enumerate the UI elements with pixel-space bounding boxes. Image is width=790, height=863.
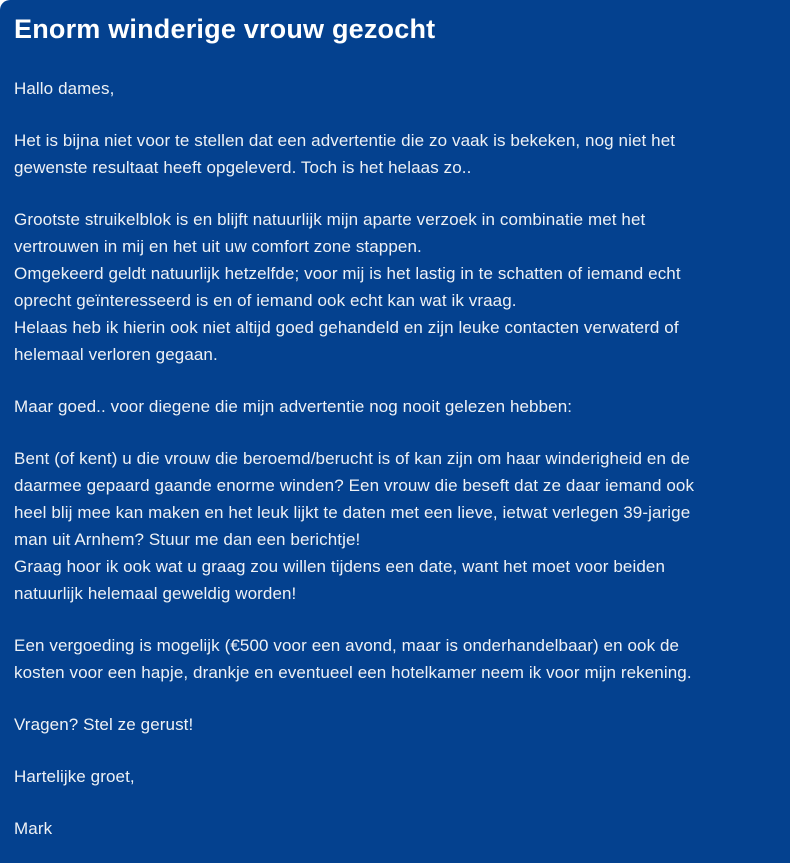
ad-paragraph: Maar goed.. voor diegene die mijn advertentie nog nooit gelezen hebben: (14, 397, 573, 416)
ad-paragraph: Mark (14, 819, 53, 838)
ad-paragraph: Hartelijke groet, (14, 767, 135, 786)
ad-paragraph: Een vergoeding is mogelijk (€500 voor een avond, maar is onderhandelbaar) en ook de kosten voor een hapje, drankje en eventueel een hotelkamer neem ik voor mijn rekening. (14, 636, 692, 682)
ad-title: Enorm winderige vrouw gezocht (14, 14, 436, 44)
ad-paragraph: Hallo dames, (14, 79, 115, 98)
ad-paragraph: Vragen? Stel ze gerust! (14, 715, 194, 734)
ad-paragraph: Bent (of kent) u die vrouw die beroemd/berucht is of kan zijn om haar winderigheid en de daarmee gepaard gaande enorme winden? Een vrouw die beseft dat ze daar iemand ook heel blij mee kan maken en het leuk lijkt te daten met een lieve, ietwat verlegen 39-jarige man uit Arnhem? Stuur me dan een berichtje! Graag hoor ik ook wat u graag zou willen tijdens een date, want het moet voor beiden natuurlijk helemaal geweldig worden! (14, 449, 695, 603)
ad-body (14, 75, 778, 842)
ad-paragraph: Grootste struikelblok is en blijft natuurlijk mijn aparte verzoek in combinatie met het vertrouwen in mij en het uit uw comfort zone stappen. Omgekeerd geldt natuurlijk hetzelfde; voor mij is het lastig in te schatten of iemand echt oprecht geïnteresseerd is en of iemand ook echt kan wat ik vraag. Helaas heb ik hierin ook niet altijd goed gehandeld en zijn leuke contacten verwaterd of helemaal verloren gegaan. (14, 210, 681, 364)
ad-paragraph: Het is bijna niet voor te stellen dat een advertentie die zo vaak is bekeken, nog niet het gewenste resultaat heeft opgeleverd. Toch is het helaas zo.. (14, 131, 676, 177)
